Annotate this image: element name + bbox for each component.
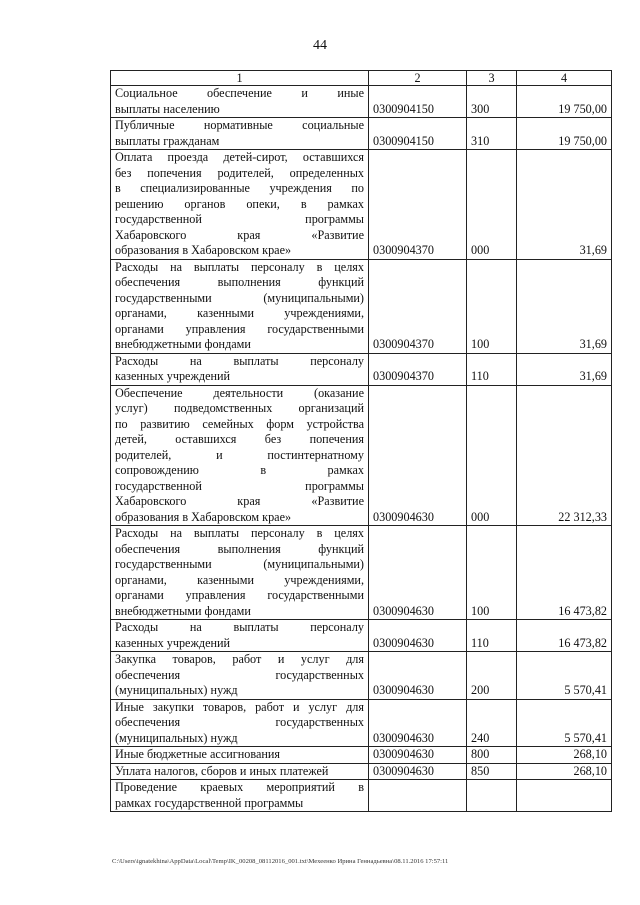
amount-cell: 268,10 [517,763,612,780]
expense-name-line: обеспечения выполнения функций [115,541,364,556]
expense-name-line: Расходы на выплаты персоналу в целях [115,526,364,540]
target-article-code-cell: 0300904630 [369,385,467,526]
expense-name-line: Расходы на выплаты персоналу [115,353,364,368]
target-article-code-cell: 0300904630 [369,526,467,620]
expense-name-line: Социальное обеспечение и иные [115,86,364,100]
expense-name-line: государственной программы [115,478,364,493]
expense-name-cell [111,118,369,150]
header-col-2: 2 [369,71,467,86]
table-row [111,118,612,150]
expense-type-cell: 000 [467,150,517,260]
table-row [111,526,612,620]
amount-cell: 31,69 [517,353,612,385]
expense-name-cell [111,86,369,118]
target-article-code-cell: 0300904630 [369,652,467,700]
expense-name-line: органами, казенными учреждениями, [115,306,364,320]
expense-name-line: (муниципальных) нужд [115,730,238,745]
expense-name-line: Уплата налогов, сборов и иных платежей [115,763,329,778]
expense-type-cell [467,780,517,812]
budget-table [110,70,612,812]
expense-type-cell: 800 [467,747,517,764]
amount-cell: 268,10 [517,747,612,764]
expense-name-line: государственными (муниципальными) [115,290,364,305]
expense-name-line: государственными (муниципальными) [115,557,364,571]
table-row [111,780,612,812]
expense-name-line: Оплата проезда детей-сирот, оставшихся [115,150,364,164]
expense-name-line: образования в Хабаровском крае» [115,509,292,524]
target-article-code-cell [369,780,467,812]
expense-name-cell [111,780,369,812]
expense-type-cell: 100 [467,259,517,353]
expense-name-cell [111,699,369,747]
table-row [111,652,612,700]
expense-name-line: Хабаровского края «Развитие [115,227,364,242]
expense-name-line: детей, оставшихся без попечения [115,432,364,446]
amount-cell: 31,69 [517,150,612,260]
expense-name-line: без попечения родителей, определенных [115,165,364,180]
expense-name-line: внебюджетными фондами [115,337,251,351]
expense-name-cell [111,385,369,526]
header-col-4: 4 [517,71,612,86]
expense-name-line: выплаты гражданам [115,133,220,148]
expense-name-line: в специализированные учреждения по [115,181,364,195]
file-path-footer: C:\Users\ignatekhina\AppData\Local\Temp\IK_00208_08112016_001.txt\Мехеенко Ирина Геннадьевна\08.11.2016 17:57:11 [112,858,449,865]
expense-name-line: сопровождению в рамках [115,463,364,477]
expense-name-line: казенных учреждений [115,635,231,650]
table-row [111,620,612,652]
expense-type-cell: 110 [467,620,517,652]
target-article-code-cell: 0300904150 [369,118,467,150]
expense-name-cell [111,259,369,353]
amount-cell [517,780,612,812]
expense-name-line: Расходы на выплаты персоналу [115,620,364,634]
expense-type-cell: 200 [467,652,517,700]
expense-name-line: органами управления государственными [115,321,364,336]
expense-name-line: органами управления государственными [115,588,364,602]
expense-name-line: Проведение краевых мероприятий в [115,780,364,794]
expense-name-line: выплаты населению [115,101,220,116]
expense-name-line: обеспечения выполнения функций [115,275,364,289]
target-article-code-cell: 0300904370 [369,353,467,385]
expense-type-cell: 100 [467,526,517,620]
table-row [111,150,612,260]
table-row [111,747,612,764]
expense-name-line: образования в Хабаровском крае» [115,243,292,257]
target-article-code-cell: 0300904630 [369,747,467,764]
expense-name-line: Обеспечение деятельности (оказание [115,385,364,400]
amount-cell: 19 750,00 [517,118,612,150]
expense-name-cell [111,763,369,780]
expense-name-line: Закупка товаров, работ и услуг для [115,652,364,666]
expense-name-line: по развитию семейных форм устройства [115,416,364,431]
expense-name-line: услуг) подведомственных организаций [115,401,364,415]
expense-name-line: решению органов опеки, в рамках [115,196,364,211]
table-row [111,86,612,118]
expense-name-line: родителей, и постинтернатному [115,447,364,462]
expense-name-line: внебюджетными фондами [115,603,251,618]
expense-name-line: обеспечения государственных [115,715,364,729]
amount-cell: 5 570,41 [517,699,612,747]
expense-type-cell: 240 [467,699,517,747]
expense-name-line: (муниципальных) нужд [115,683,238,697]
expense-name-cell [111,353,369,385]
target-article-code-cell: 0300904630 [369,699,467,747]
expense-type-cell: 300 [467,86,517,118]
target-article-code-cell: 0300904150 [369,86,467,118]
expense-name-cell [111,652,369,700]
expense-name-line: государственной программы [115,212,364,226]
expense-type-cell: 310 [467,118,517,150]
header-col-3: 3 [467,71,517,86]
amount-cell: 16 473,82 [517,526,612,620]
expense-name-line: Иные закупки товаров, работ и услуг для [115,699,364,714]
target-article-code-cell: 0300904370 [369,259,467,353]
amount-cell: 5 570,41 [517,652,612,700]
expense-name-line: Расходы на выплаты персоналу в целях [115,259,364,274]
table-row [111,353,612,385]
expense-type-cell: 850 [467,763,517,780]
amount-cell: 31,69 [517,259,612,353]
table-row [111,385,612,526]
target-article-code-cell: 0300904630 [369,620,467,652]
target-article-code-cell: 0300904370 [369,150,467,260]
target-article-code-cell: 0300904630 [369,763,467,780]
page-number: 44 [313,38,327,53]
amount-cell: 19 750,00 [517,86,612,118]
table-row [111,763,612,780]
expense-name-cell [111,150,369,260]
header-col-1: 1 [111,71,369,86]
expense-type-cell: 110 [467,353,517,385]
expense-name-line: обеспечения государственных [115,667,364,682]
expense-name-cell [111,620,369,652]
expense-type-cell: 000 [467,385,517,526]
expense-name-line: органами, казенными учреждениями, [115,572,364,587]
expense-name-line: Публичные нормативные социальные [115,118,364,132]
amount-cell: 16 473,82 [517,620,612,652]
expense-name-line: Иные бюджетные ассигнования [115,747,281,761]
table-row [111,259,612,353]
expense-name-line: Хабаровского края «Развитие [115,494,364,508]
expense-name-line: казенных учреждений [115,369,231,383]
expense-name-cell [111,526,369,620]
table-header-row [111,71,612,86]
expense-name-line: рамках государственной программы [115,795,304,810]
expense-name-cell [111,747,369,764]
amount-cell: 22 312,33 [517,385,612,526]
table-row [111,699,612,747]
